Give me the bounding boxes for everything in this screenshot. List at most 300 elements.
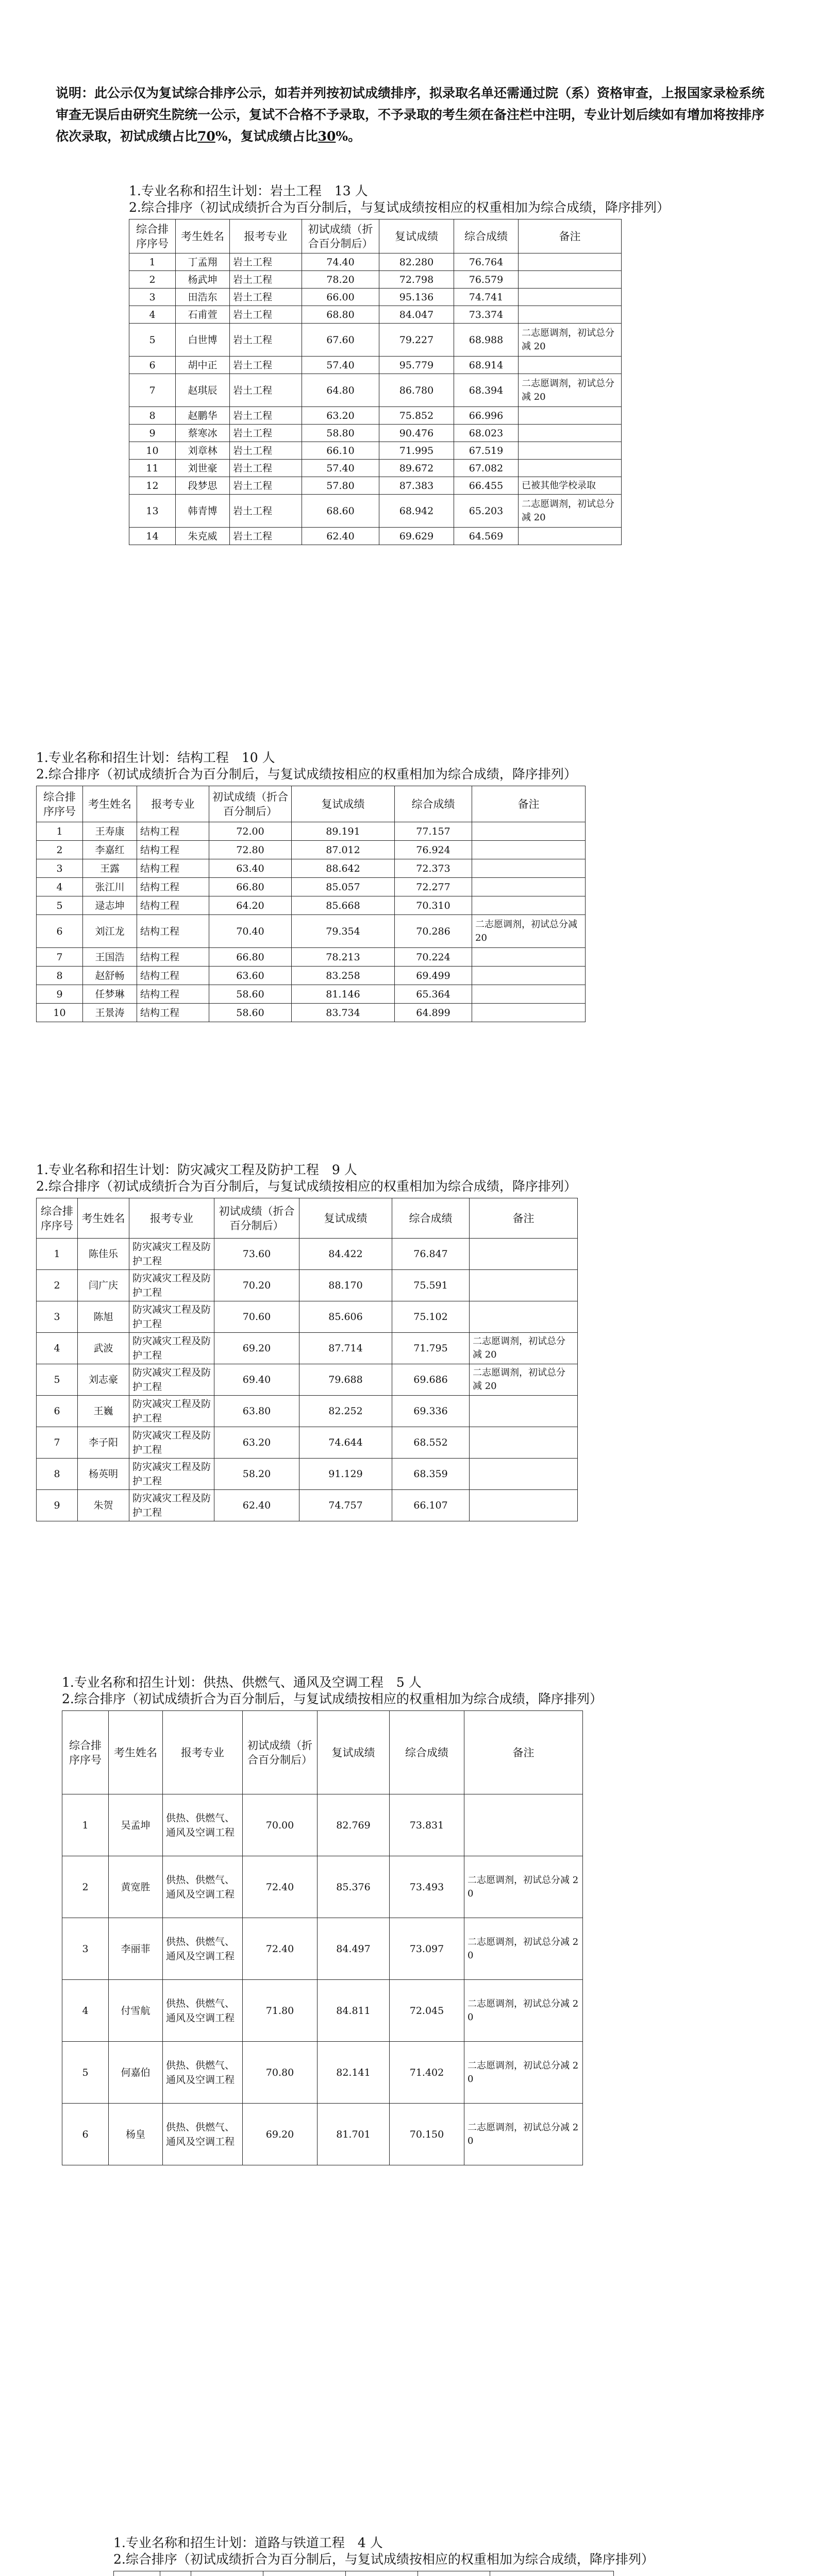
section-title: 1.专业名称和招生计划：结构工程 10 人 [36,750,275,765]
remark-cell: 二志愿调剂，初试总分减 20 [519,495,622,528]
name-cell: 石甫萱 [176,306,230,324]
name-cell: 杨英明 [78,1459,129,1490]
total-score-cell: 73.831 [390,1794,464,1856]
table-row [129,306,622,324]
total-score-cell: 68.552 [392,1427,470,1459]
retest-score-cell: 74.644 [299,1427,392,1459]
retest-score-cell: 72.798 [379,271,454,289]
retest-score-cell: 95.779 [379,357,454,374]
major-cell: 供热、供燃气、通风及空调工程 [163,1980,243,2042]
column-header: 考生姓名 [109,1711,163,1794]
major-cell: 供热、供燃气、通风及空调工程 [163,1856,243,1918]
table-header-row [129,219,622,253]
column-header [346,2571,418,2576]
column-header: 综合成绩 [454,219,519,253]
table-row [37,896,586,915]
name-cell: 武波 [78,1333,129,1364]
section-5 [113,2535,732,2576]
notice-lead: 说明：此公示仅为复试综合排序公示，如若并列按初试成绩排序，拟录取名单还需通过院（系）资格审查，上报国家录检系统审查无误后由研究生院统一公示，复试不合格不予录取，不予录取的考生须在备注栏中注明，专业计划后续如有增加将按排序依次录取，初试成绩占比 [56,86,765,144]
rank-cell: 3 [62,1918,109,1980]
total-score-cell: 69.336 [392,1396,470,1427]
remark-cell [470,1239,578,1270]
name-cell: 付雪航 [109,1980,163,2042]
initial-score-cell: 74.40 [302,253,379,271]
initial-score-cell: 70.40 [209,915,292,948]
remark-cell: 二志愿调剂，初试总分减 20 [464,1980,583,2042]
rank-cell: 8 [37,967,83,985]
retest-score-cell: 79.227 [379,324,454,357]
rank-cell: 13 [129,495,176,528]
rank-cell: 3 [129,289,176,306]
remark-cell: 二志愿调剂，初试总分减 20 [519,374,622,407]
column-header [191,2571,263,2576]
table-row [37,1364,578,1396]
major-cell: 防灾减灾工程及防护工程 [129,1239,214,1270]
rank-cell: 1 [37,1239,78,1270]
rank-cell: 9 [37,985,83,1004]
major-cell: 岩土工程 [230,528,302,545]
major-cell: 结构工程 [137,878,209,896]
section-description: 2.综合排序（初试成绩折合为百分制后，与复试成绩按相应的权重相加为综合成绩，降序排列） [36,767,577,782]
retest-score-cell: 81.701 [318,2104,390,2165]
column-header [490,2571,614,2576]
retest-score-cell: 87.714 [299,1333,392,1364]
table-row [37,841,586,859]
major-cell: 结构工程 [137,915,209,948]
notice-retest-weight: 30 [318,129,336,144]
total-score-cell: 71.795 [392,1333,470,1364]
major-cell: 结构工程 [137,985,209,1004]
major-cell: 防灾减灾工程及防护工程 [129,1333,214,1364]
total-score-cell: 65.364 [395,985,472,1004]
remark-cell: 二志愿调剂，初试总分减 20 [464,2104,583,2165]
major-cell: 供热、供燃气、通风及空调工程 [163,2104,243,2165]
name-cell: 李子阳 [78,1427,129,1459]
initial-score-cell: 68.60 [302,495,379,528]
retest-score-cell: 87.383 [379,477,454,495]
column-header: 综合成绩 [392,1198,470,1239]
rank-cell: 5 [129,324,176,357]
retest-score-cell: 69.629 [379,528,454,545]
initial-score-cell: 57.40 [302,357,379,374]
rank-cell: 4 [37,1333,78,1364]
column-header: 报考专业 [163,1711,243,1794]
table-row [37,822,586,841]
rank-cell: 2 [62,1856,109,1918]
retest-score-cell: 89.672 [379,460,454,477]
initial-score-cell: 66.10 [302,442,379,460]
total-score-cell: 76.847 [392,1239,470,1270]
table-row [62,1918,583,1980]
initial-score-cell: 58.60 [209,985,292,1004]
table-row [129,442,622,460]
total-score-cell: 68.023 [454,425,519,442]
section-title: 1.专业名称和招生计划：防灾减灾工程及防护工程 9 人 [36,1162,357,1177]
name-cell: 赵琪辰 [176,374,230,407]
initial-score-cell: 63.40 [209,859,292,878]
rank-cell: 6 [37,1396,78,1427]
rank-cell: 8 [37,1459,78,1490]
column-header [263,2571,346,2576]
major-cell: 岩土工程 [230,253,302,271]
total-score-cell: 69.686 [392,1364,470,1396]
total-score-cell: 64.569 [454,528,519,545]
major-cell: 岩土工程 [230,374,302,407]
table-row [37,859,586,878]
major-cell: 岩土工程 [230,289,302,306]
initial-score-cell: 62.40 [302,528,379,545]
initial-score-cell: 64.20 [209,896,292,915]
table-row [37,1333,578,1364]
remark-cell [470,1301,578,1333]
retest-score-cell: 83.734 [292,1004,395,1022]
retest-score-cell: 89.191 [292,822,395,841]
rank-cell: 3 [37,1301,78,1333]
initial-score-cell: 66.00 [302,289,379,306]
retest-score-cell: 88.170 [299,1270,392,1301]
name-cell: 黄宽胜 [109,1856,163,1918]
remark-cell [519,357,622,374]
table-row [37,1239,578,1270]
section-1 [129,183,747,545]
major-cell: 防灾减灾工程及防护工程 [129,1490,214,1521]
major-cell: 结构工程 [137,896,209,915]
column-header: 考生姓名 [83,786,137,822]
retest-score-cell: 74.757 [299,1490,392,1521]
remark-cell: 二志愿调剂，初试总分减 20 [472,915,586,948]
name-cell: 王寿康 [83,822,137,841]
remark-cell [472,859,586,878]
retest-score-cell: 90.476 [379,425,454,442]
name-cell: 王景涛 [83,1004,137,1022]
initial-score-cell: 66.80 [209,948,292,967]
rank-cell: 11 [129,460,176,477]
rank-cell: 6 [37,915,83,948]
total-score-cell: 70.224 [395,948,472,967]
retest-score-cell: 85.376 [318,1856,390,1918]
remark-cell: 二志愿调剂，初试总分减 20 [464,1856,583,1918]
total-score-cell: 77.157 [395,822,472,841]
rank-cell: 4 [37,878,83,896]
name-cell: 段梦思 [176,477,230,495]
column-header: 报考专业 [230,219,302,253]
column-header: 综合排序序号 [37,1198,78,1239]
retest-score-cell: 82.280 [379,253,454,271]
table-row [129,357,622,374]
initial-score-cell: 73.60 [214,1239,299,1270]
rank-cell: 4 [62,1980,109,2042]
remark-cell [472,948,586,967]
major-cell: 供热、供燃气、通风及空调工程 [163,2042,243,2104]
name-cell: 丁孟翔 [176,253,230,271]
total-score-cell: 74.741 [454,289,519,306]
rank-cell: 2 [37,1270,78,1301]
column-header: 复试成绩 [299,1198,392,1239]
name-cell: 韩青博 [176,495,230,528]
initial-score-cell: 72.40 [243,1918,318,1980]
remark-cell [470,1427,578,1459]
ranking-table [129,219,622,545]
name-cell: 吴孟坤 [109,1794,163,1856]
name-cell: 赵鹏华 [176,407,230,425]
table-header-row [37,786,586,822]
remark-cell [470,1490,578,1521]
table-row [129,528,622,545]
column-header: 初试成绩（折合百分制后） [209,786,292,822]
table-row [37,1490,578,1521]
total-score-cell: 72.045 [390,1980,464,2042]
name-cell: 杨皇 [109,2104,163,2165]
initial-score-cell: 69.20 [243,2104,318,2165]
total-score-cell: 68.988 [454,324,519,357]
initial-score-cell: 78.20 [302,271,379,289]
table-row [37,1427,578,1459]
ranking-table [113,2571,614,2576]
column-header: 综合排序序号 [62,1711,109,1794]
total-score-cell: 75.102 [392,1301,470,1333]
retest-score-cell: 88.642 [292,859,395,878]
notice-mid: %，复试成绩占比 [215,129,318,144]
remark-cell [519,442,622,460]
retest-score-cell: 87.012 [292,841,395,859]
remark-cell [472,985,586,1004]
remark-cell [519,425,622,442]
notice-paragraph [56,82,767,147]
retest-score-cell: 91.129 [299,1459,392,1490]
rank-cell: 5 [37,896,83,915]
section-description: 2.综合排序（初试成绩折合为百分制后，与复试成绩按相应的权重相加为综合成绩，降序排列） [36,1179,577,1194]
initial-score-cell: 63.20 [214,1427,299,1459]
section-description: 2.综合排序（初试成绩折合为百分制后，与复试成绩按相应的权重相加为综合成绩，降序排列） [62,1691,603,1706]
table-header-row [62,1711,583,1794]
retest-score-cell: 75.852 [379,407,454,425]
remark-cell [472,896,586,915]
ranking-table [36,1198,578,1521]
rank-cell: 3 [37,859,83,878]
column-header: 初试成绩（折合百分制后） [302,219,379,253]
retest-score-cell: 78.213 [292,948,395,967]
major-cell: 结构工程 [137,1004,209,1022]
rank-cell: 9 [129,425,176,442]
name-cell: 张江川 [83,878,137,896]
name-cell: 王露 [83,859,137,878]
rank-cell: 1 [129,253,176,271]
column-header: 初试成绩（折合百分制后） [214,1198,299,1239]
column-header [114,2571,160,2576]
remark-cell [464,1794,583,1856]
remark-cell [470,1459,578,1490]
initial-score-cell: 64.80 [302,374,379,407]
name-cell: 朱贺 [78,1490,129,1521]
major-cell: 防灾减灾工程及防护工程 [129,1301,214,1333]
section-2 [36,750,655,1022]
rank-cell: 1 [37,822,83,841]
total-score-cell: 73.374 [454,306,519,324]
remark-cell [470,1396,578,1427]
major-cell: 防灾减灾工程及防护工程 [129,1364,214,1396]
retest-score-cell: 84.497 [318,1918,390,1980]
rank-cell: 7 [129,374,176,407]
remark-cell [472,822,586,841]
name-cell: 闫广庆 [78,1270,129,1301]
total-score-cell: 75.591 [392,1270,470,1301]
retest-score-cell: 79.688 [299,1364,392,1396]
section-title: 1.专业名称和招生计划：岩土工程 13 人 [129,183,368,198]
remark-cell: 二志愿调剂，初试总分减 20 [470,1364,578,1396]
table-header-row [37,1198,578,1239]
section-3 [36,1162,655,1521]
table-row [37,985,586,1004]
initial-score-cell: 58.60 [209,1004,292,1022]
retest-score-cell: 82.252 [299,1396,392,1427]
name-cell: 李嘉红 [83,841,137,859]
rank-cell: 8 [129,407,176,425]
retest-score-cell: 68.942 [379,495,454,528]
column-header: 备注 [472,786,586,822]
retest-score-cell: 81.146 [292,985,395,1004]
initial-score-cell: 63.60 [209,967,292,985]
total-score-cell: 68.394 [454,374,519,407]
total-score-cell: 73.493 [390,1856,464,1918]
section-4 [62,1674,680,2165]
major-cell: 防灾减灾工程及防护工程 [129,1270,214,1301]
remark-cell [472,878,586,896]
table-row [37,967,586,985]
column-header [418,2571,490,2576]
ranking-table [62,1710,583,2165]
total-score-cell: 66.107 [392,1490,470,1521]
total-score-cell: 65.203 [454,495,519,528]
column-header: 综合成绩 [395,786,472,822]
name-cell: 蔡寒冰 [176,425,230,442]
table-row [129,407,622,425]
major-cell: 供热、供燃气、通风及空调工程 [163,1918,243,1980]
table-row [62,1980,583,2042]
initial-score-cell: 58.20 [214,1459,299,1490]
remark-cell: 二志愿调剂，初试总分减 20 [464,2042,583,2104]
major-cell: 岩土工程 [230,306,302,324]
name-cell: 刘志豪 [78,1364,129,1396]
major-cell: 岩土工程 [230,271,302,289]
remark-cell [519,460,622,477]
table-row [129,324,622,357]
table-row [129,425,622,442]
major-cell: 结构工程 [137,967,209,985]
column-header: 复试成绩 [318,1711,390,1794]
table-row [37,1396,578,1427]
name-cell: 胡中正 [176,357,230,374]
column-header: 备注 [470,1198,578,1239]
total-score-cell: 76.579 [454,271,519,289]
table-row [129,289,622,306]
column-header: 综合成绩 [390,1711,464,1794]
major-cell: 岩土工程 [230,425,302,442]
column-header: 综合排序序号 [37,786,83,822]
major-cell: 结构工程 [137,948,209,967]
table-row [37,878,586,896]
section-title: 1.专业名称和招生计划：道路与铁道工程 4 人 [113,2535,383,2550]
retest-score-cell: 79.354 [292,915,395,948]
retest-score-cell: 85.606 [299,1301,392,1333]
major-cell: 防灾减灾工程及防护工程 [129,1459,214,1490]
rank-cell: 5 [62,2042,109,2104]
table-row [62,1856,583,1918]
name-cell: 刘章林 [176,442,230,460]
name-cell: 何嘉伯 [109,2042,163,2104]
initial-score-cell: 72.80 [209,841,292,859]
major-cell: 结构工程 [137,822,209,841]
total-score-cell: 67.519 [454,442,519,460]
name-cell: 刘江龙 [83,915,137,948]
major-cell: 岩土工程 [230,495,302,528]
initial-score-cell: 72.00 [209,822,292,841]
notice-initial-weight: 70 [197,129,215,144]
table-row [129,374,622,407]
column-header [160,2571,191,2576]
column-header: 报考专业 [129,1198,214,1239]
remark-cell [519,528,622,545]
total-score-cell: 66.455 [454,477,519,495]
total-score-cell: 71.402 [390,2042,464,2104]
rank-cell: 1 [62,1794,109,1856]
retest-score-cell: 83.258 [292,967,395,985]
initial-score-cell: 70.00 [243,1794,318,1856]
table-row [62,2042,583,2104]
retest-score-cell: 84.811 [318,1980,390,2042]
name-cell: 任梦琳 [83,985,137,1004]
retest-score-cell: 71.995 [379,442,454,460]
column-header: 报考专业 [137,786,209,822]
rank-cell: 2 [129,271,176,289]
initial-score-cell: 68.80 [302,306,379,324]
table-row [129,477,622,495]
major-cell: 岩土工程 [230,460,302,477]
major-cell: 岩土工程 [230,442,302,460]
rank-cell: 7 [37,1427,78,1459]
total-score-cell: 69.499 [395,967,472,985]
major-cell: 岩土工程 [230,324,302,357]
remark-cell [472,967,586,985]
column-header: 复试成绩 [379,219,454,253]
remark-cell [472,841,586,859]
total-score-cell: 76.924 [395,841,472,859]
name-cell: 王国浩 [83,948,137,967]
rank-cell: 4 [129,306,176,324]
major-cell: 防灾减灾工程及防护工程 [129,1427,214,1459]
retest-score-cell: 84.047 [379,306,454,324]
total-score-cell: 72.277 [395,878,472,896]
total-score-cell: 67.082 [454,460,519,477]
retest-score-cell: 85.668 [292,896,395,915]
column-header: 备注 [519,219,622,253]
notice-tail: %。 [336,129,361,144]
name-cell: 赵舒畅 [83,967,137,985]
name-cell: 朱克威 [176,528,230,545]
rank-cell: 6 [129,357,176,374]
name-cell: 田浩东 [176,289,230,306]
remark-cell [519,271,622,289]
table-header-row [114,2571,614,2576]
total-score-cell: 66.996 [454,407,519,425]
ranking-table [36,786,586,1022]
table-row [129,495,622,528]
section-description: 2.综合排序（初试成绩折合为百分制后，与复试成绩按相应的权重相加为综合成绩，降序排列） [113,2552,654,2567]
retest-score-cell: 85.057 [292,878,395,896]
table-row [37,1459,578,1490]
name-cell: 杨武坤 [176,271,230,289]
initial-score-cell: 57.80 [302,477,379,495]
major-cell: 岩土工程 [230,357,302,374]
